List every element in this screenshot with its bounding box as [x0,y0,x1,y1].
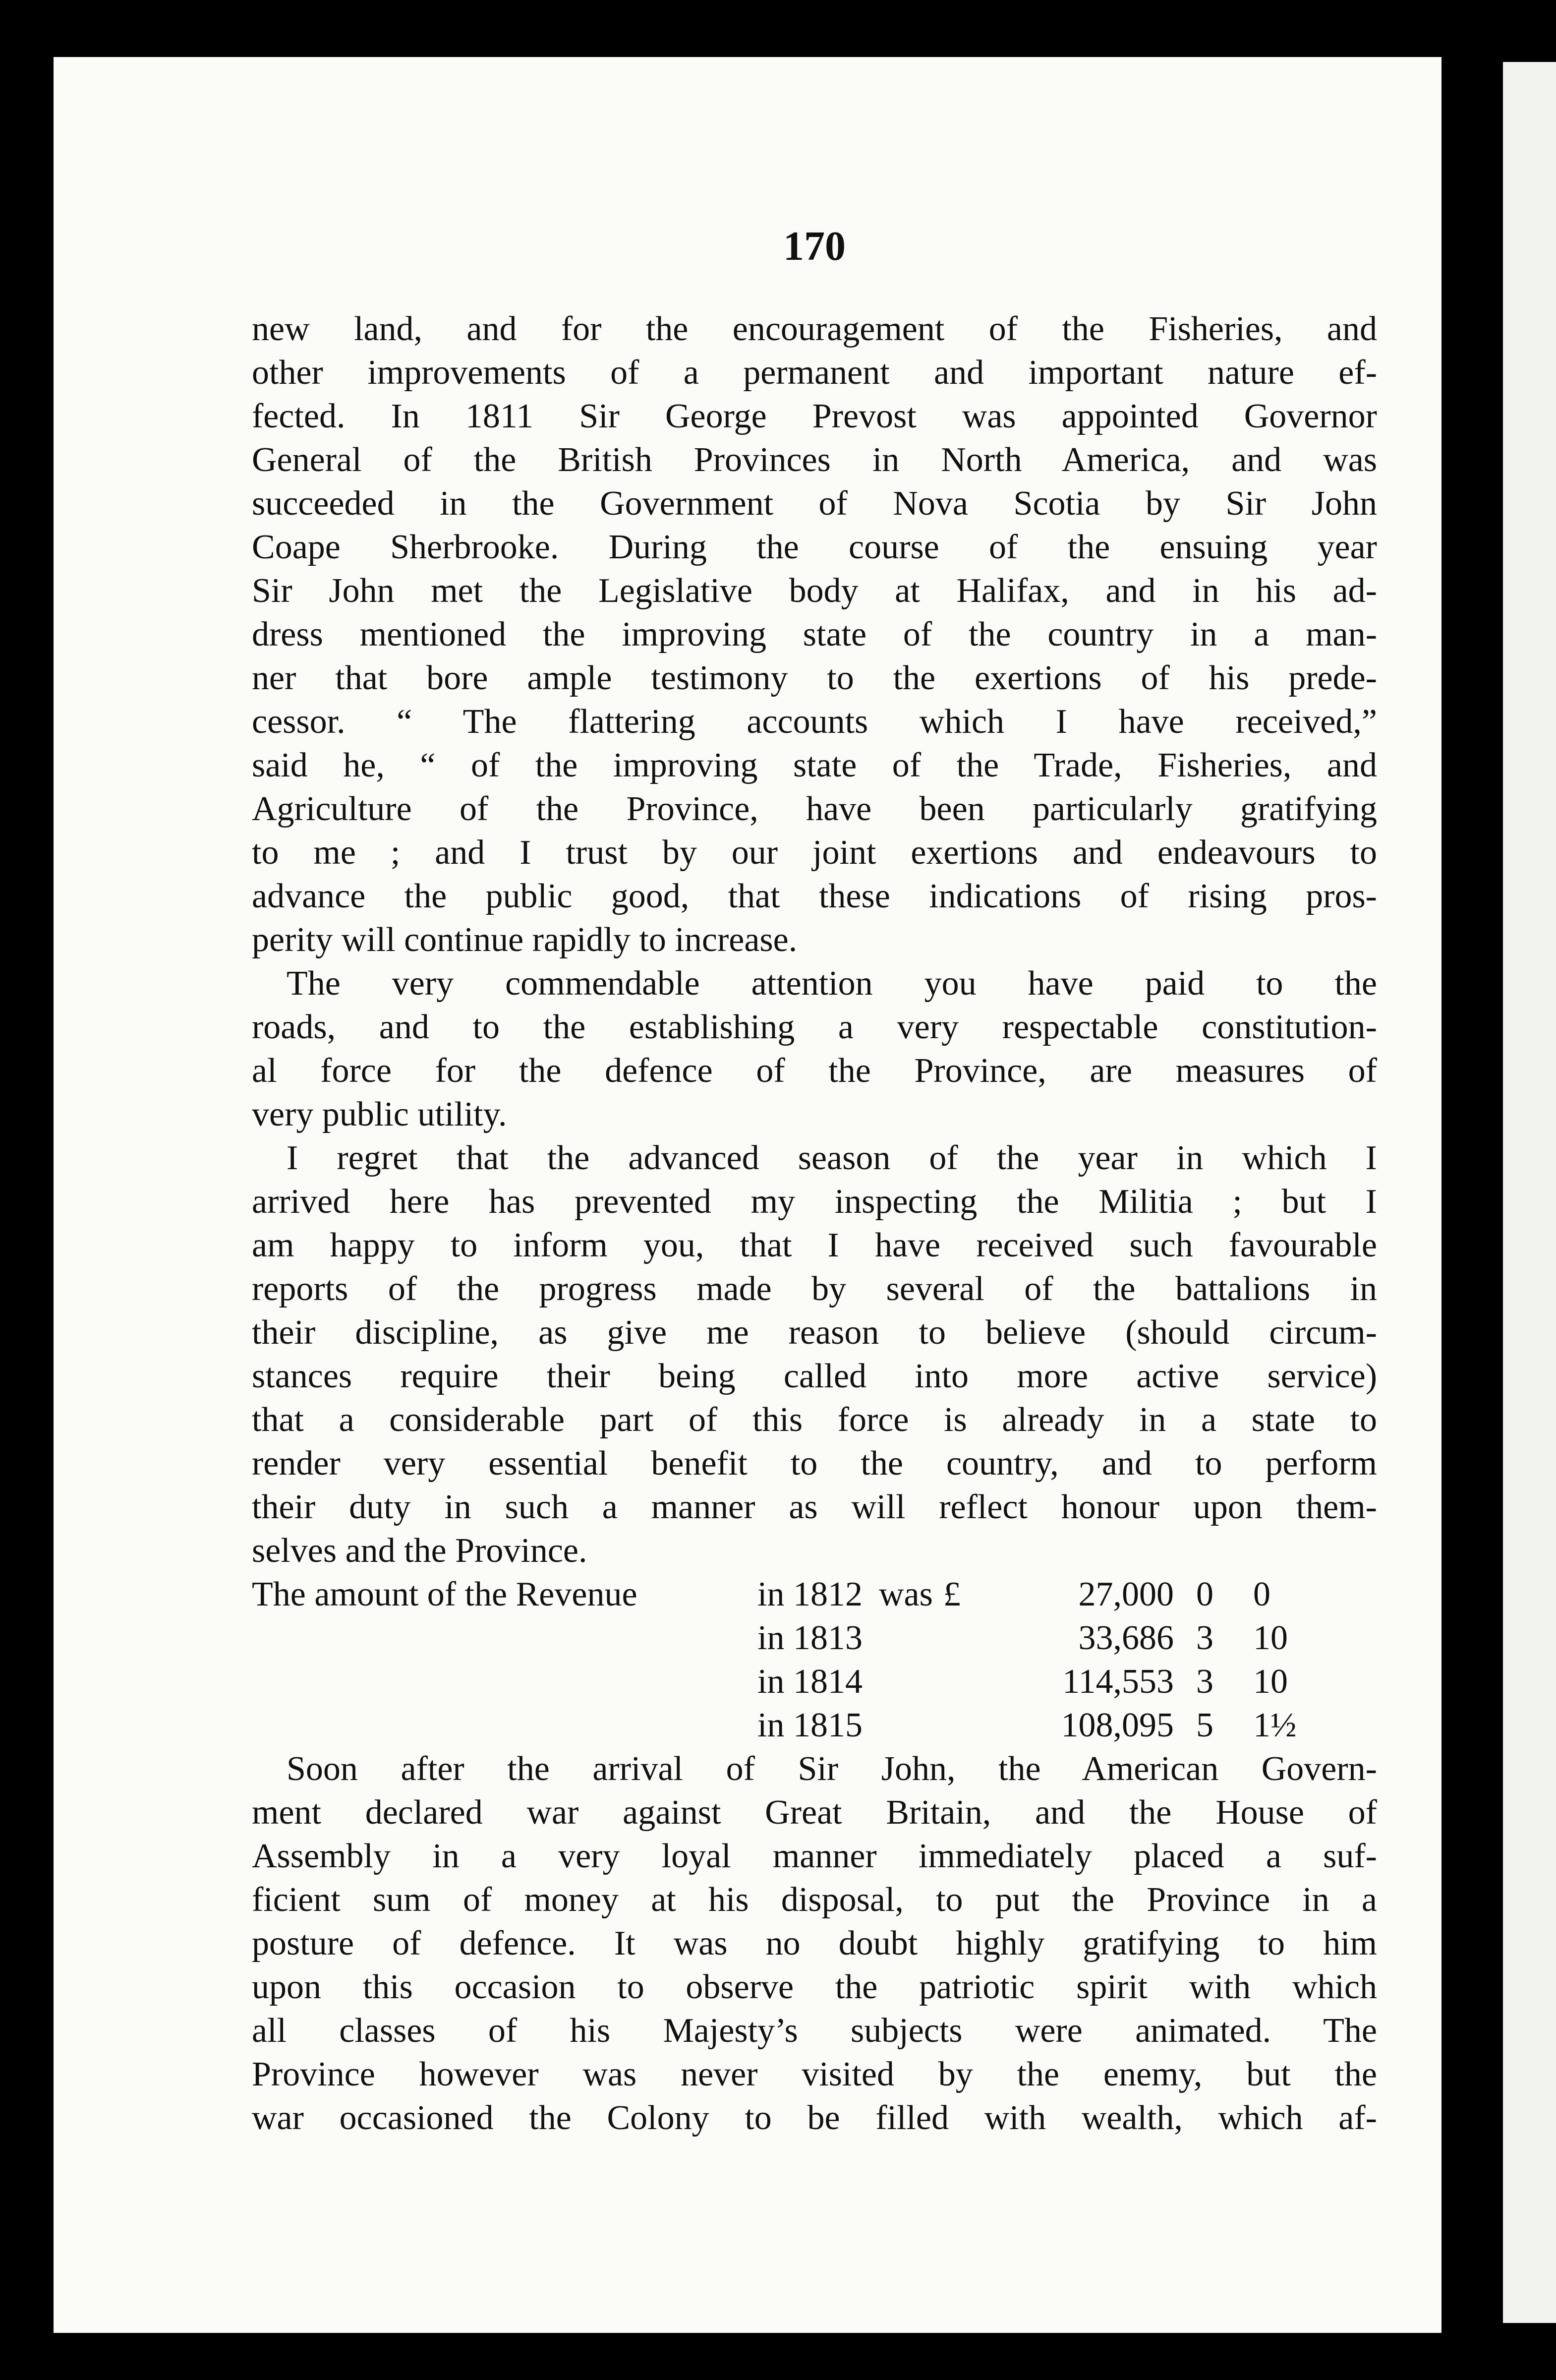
paragraph-3 [252,1136,1377,1573]
revenue-pence: 1½ [1253,1706,1297,1744]
text-line: reports of the progress made by several of the battalions in [252,1270,1377,1308]
text-line: ficient sum of money at his disposal, to put the Province in a [252,1881,1377,1919]
text-line: render very essential benefit to the country, and to perform [252,1444,1377,1483]
text-line: new land, and for the encouragement of the Fisheries, and [252,310,1377,348]
text-line: succeeded in the Government of Nova Scotia by Sir John [252,484,1377,523]
text-line: selves and the Province. [252,1532,587,1570]
text-line: their duty in such a manner as will reflect honour upon them- [252,1488,1377,1526]
revenue-pounds: 33,686 [1078,1619,1174,1657]
text-line: stances require their being called into more active service) [252,1357,1377,1395]
text-line: Province however was never visited by the enemy, but the [252,2055,1377,2093]
text-line: Agriculture of the Province, have been particularly gratifying [252,790,1377,828]
text-line: am happy to inform you, that I have received such favourable [252,1226,1377,1264]
revenue-label: The amount of the Revenue [252,1575,637,1613]
revenue-row [252,1616,1377,1660]
revenue-pounds: 27,000 [1078,1575,1174,1613]
revenue-shillings: 3 [1196,1619,1213,1657]
revenue-year: in 1813 [757,1619,863,1657]
revenue-row [252,1660,1377,1704]
currency-symbol: £ [943,1575,961,1613]
page-number: 170 [783,223,846,269]
revenue-shillings: 0 [1196,1575,1213,1613]
revenue-pence: 0 [1253,1575,1270,1613]
text-line: al force for the defence of the Province, are measures of [252,1052,1377,1090]
text-line: cessor. “ The flattering accounts which I have received,” [252,703,1377,741]
text-line: very public utility. [252,1095,507,1133]
text-line: General of the British Provinces in North America, and was [252,441,1377,479]
text-line: arrived here has prevented my inspecting the Militia ; but I [252,1183,1377,1221]
text-line: other improvements of a permanent and important nature ef- [252,354,1377,392]
text-line: Coape Sherbrooke. During the course of the ensuing year [252,528,1377,566]
text-line: Soon after the arrival of Sir John, the American Govern- [287,1750,1377,1788]
text-line: roads, and to the establishing a very respectable constitution- [252,1008,1377,1046]
text-line: The very commendable attention you have paid to the [287,964,1377,1003]
text-line: all classes of his Majesty’s subjects were animated. The [252,2012,1377,2050]
text-line: Sir John met the Legislative body at Halifax, and in his ad- [252,572,1377,610]
revenue-pounds: 114,553 [1062,1663,1174,1701]
text-line: upon this occasion to observe the patriotic spirit with which [252,1968,1377,2006]
revenue-shillings: 3 [1196,1663,1213,1701]
paragraph-2 [252,962,1377,1136]
revenue-was: was [879,1575,933,1613]
revenue-row [252,1573,1377,1616]
text-line: said he, “ of the improving state of the Trade, Fisheries, and [252,746,1377,784]
page-body [252,307,1377,2140]
text-line: ner that bore ample testimony to the exertions of his prede- [252,659,1377,697]
text-line: I regret that the advanced season of the year in which I [287,1139,1377,1177]
text-line: Assembly in a very loyal manner immediately placed a suf- [252,1837,1377,1875]
revenue-pence: 10 [1253,1619,1288,1657]
text-line: to me ; and I trust by our joint exertions and endeavours to [252,833,1377,872]
text-line: dress mentioned the improving state of the country in a man- [252,615,1377,654]
text-line: fected. In 1811 Sir George Prevost was appointed Governor [252,397,1377,435]
text-line: ment declared war against Great Britain, and the House of [252,1793,1377,1832]
paragraph-1 [252,307,1377,962]
adjacent-page-edge [1503,62,1556,2323]
text-line: perity will continue rapidly to increase. [252,921,798,959]
revenue-year: in 1814 [757,1663,863,1701]
revenue-pence: 10 [1253,1663,1288,1701]
book-page [54,57,1441,2333]
revenue-year: in 1815 [757,1706,863,1744]
revenue-row [252,1704,1377,1747]
text-line: posture of defence. It was no doubt highly gratifying to him [252,1924,1377,1963]
paragraph-4 [252,1747,1377,2140]
revenue-shillings: 5 [1196,1706,1213,1744]
text-line: war occasioned the Colony to be filled with wealth, which af- [252,2099,1377,2137]
revenue-pounds: 108,095 [1061,1706,1174,1744]
text-line: their discipline, as give me reason to believe (should circum- [252,1313,1377,1352]
revenue-table [252,1573,1377,1747]
text-line: that a considerable part of this force is already in a state to [252,1401,1377,1439]
revenue-year: in 1812 [757,1575,863,1613]
text-line: advance the public good, that these indications of rising pros- [252,877,1377,915]
